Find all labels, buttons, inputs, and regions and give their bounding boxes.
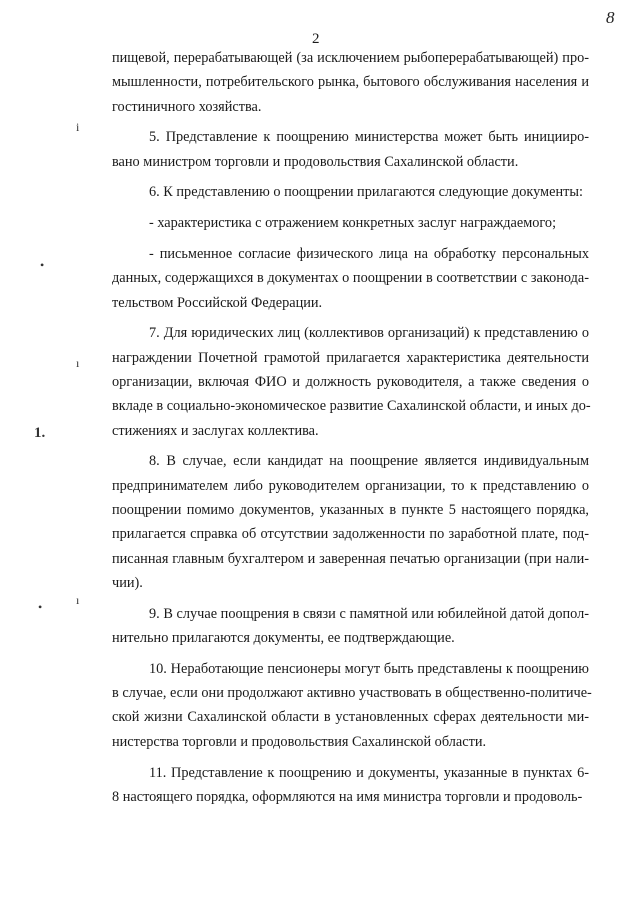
text-line: в случае, если они продолжают активно участвовать в общественно-политиче- bbox=[112, 685, 592, 702]
text-line: 6. К представлению о поощрении прилагаются следующие документы: bbox=[149, 184, 583, 201]
paragraph bbox=[112, 761, 589, 810]
text-line: - характеристика с отражением конкретных заслуг награждаемого; bbox=[149, 215, 557, 232]
margin-mark: ı bbox=[76, 356, 80, 370]
text-line: чии). bbox=[112, 574, 143, 591]
text-line: стижениях и заслугах коллектива. bbox=[112, 422, 319, 439]
text-line: 8. В случае, если кандидат на поощрение является индивидуальным bbox=[149, 453, 589, 470]
paragraph bbox=[112, 180, 589, 204]
text-line: прилагается справка об отсутствии задолженности по заработной плате, под- bbox=[112, 526, 589, 543]
margin-mark: ı bbox=[76, 593, 80, 607]
document-body bbox=[112, 46, 592, 816]
text-line: мышленности, потребительского рынка, бытового обслуживания населения и bbox=[112, 74, 589, 91]
text-line: 5. Представление к поощрению министерства может быть инициирo- bbox=[149, 129, 589, 146]
text-line: поощрении помимо документов, указанных в пункте 5 настоящего порядка, bbox=[112, 502, 589, 519]
text-line: тельством Российской Федерации. bbox=[112, 294, 323, 311]
margin-mark: • bbox=[40, 258, 45, 272]
text-line: 10. Неработающие пенсионеры могут быть представлены к поощрению bbox=[149, 660, 589, 677]
text-line: 7. Для юридических лиц (коллективов организаций) к представлению о bbox=[149, 325, 589, 342]
text-line: предпринимателем либо руководителем организации, то к представлению о bbox=[112, 477, 589, 494]
text-line: награждении Почетной грамотой прилагается характеристика деятельности bbox=[112, 349, 589, 366]
paragraph bbox=[112, 657, 592, 754]
margin-mark: i bbox=[76, 120, 80, 134]
paragraph bbox=[112, 242, 589, 315]
text-line: ской жизни Сахалинской области в установленных сферах деятельности ми- bbox=[112, 709, 589, 726]
text-line: нистерства торговли и продовольствия Сахалинской области. bbox=[112, 733, 487, 750]
text-line: вкладе в социально-экономическое развитие Сахалинской области, и иных до- bbox=[112, 398, 591, 415]
text-line: данных, содержащихся в документах о поощрении в соответствии с законода- bbox=[112, 270, 589, 287]
paragraph bbox=[112, 211, 589, 235]
handwritten-page-mark: 8 bbox=[606, 8, 615, 27]
text-line: нительно прилагаются документы, ее подтверждающие. bbox=[112, 630, 455, 647]
text-line: 11. Представление к поощрению и документы, указанные в пунктах 6- bbox=[149, 764, 589, 781]
margin-mark: 1. bbox=[34, 425, 46, 441]
margin-mark: • bbox=[38, 600, 43, 614]
text-line: пищевой, перерабатывающей (за исключением рыбоперерабатывающей) про- bbox=[112, 50, 589, 66]
text-line: писанная главным бухгалтером и заверенная печатью организации (при нали- bbox=[112, 550, 589, 567]
paragraph bbox=[112, 321, 589, 442]
page-number: 2 bbox=[312, 31, 320, 47]
paragraph bbox=[112, 125, 589, 174]
paragraph bbox=[112, 46, 589, 119]
paragraph bbox=[112, 602, 589, 651]
paragraph bbox=[112, 449, 589, 595]
text-line: - письменное согласие физического лица на обработку персональных bbox=[149, 246, 589, 263]
text-line: организации, включая ФИО и должность руководителя, а также сведения о bbox=[112, 374, 589, 391]
text-line: 8 настоящего порядка, оформляются на имя министра торговли и продоволь- bbox=[112, 788, 583, 805]
text-line: вано министром торговли и продовольствия Сахалинской области. bbox=[112, 153, 519, 170]
text-line: гостиничного хозяйства. bbox=[112, 98, 262, 115]
text-line: 9. В случае поощрения в связи с памятной или юбилейной датой допол- bbox=[149, 605, 589, 622]
